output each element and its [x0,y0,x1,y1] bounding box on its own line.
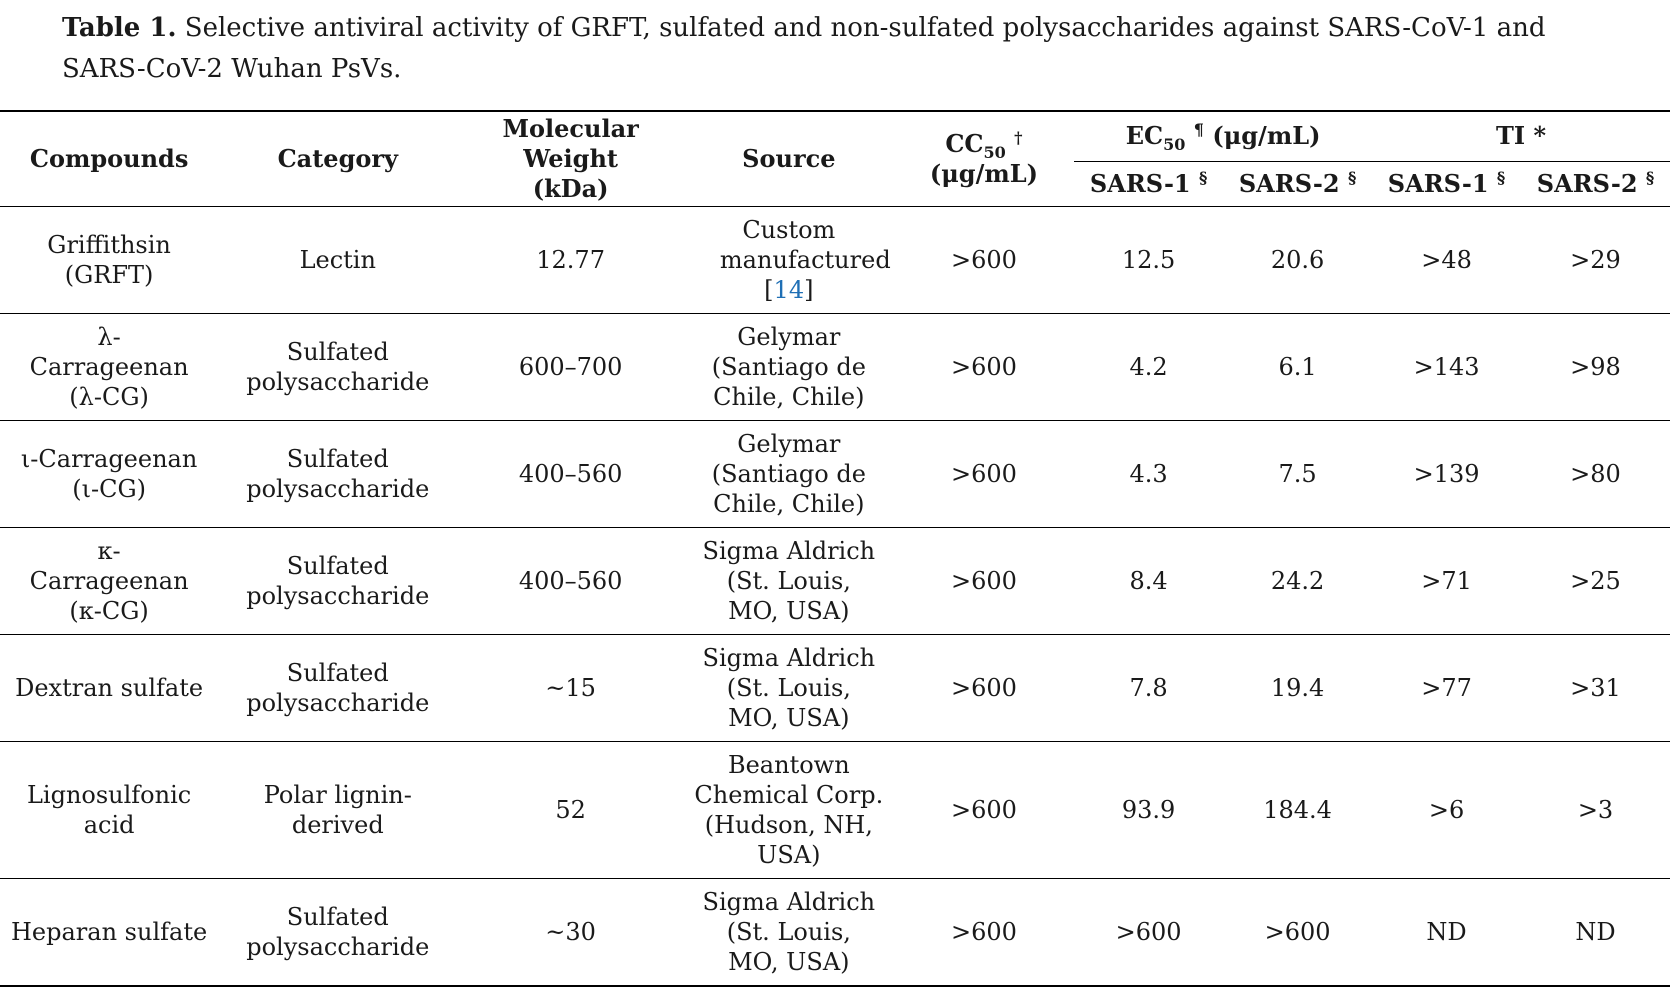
cell-mw: 400–560 [518,460,623,488]
source-text: Custom manufactured [ [719,216,891,304]
cell-cc50: >600 [950,567,1017,595]
header-cc50 [894,111,1074,207]
section-mark: § [1199,167,1208,187]
header-category: Category [277,144,398,173]
cell-ec50-sars1: 4.3 [1129,460,1168,488]
cell-ti-sars1: >139 [1413,460,1480,488]
header-ec50-sars2 [1223,161,1372,206]
cell-ti-sars2: >80 [1570,460,1621,488]
cc50-footnote-mark: † [1014,128,1023,147]
cell-ti-sars2: >31 [1570,674,1621,702]
cell-ti-sars2: >98 [1570,353,1621,381]
cell-source: Sigma Aldrich (St. Louis, MO, USA) [702,888,876,976]
header-ti-sars2 [1521,161,1670,206]
cell-ec50-sars1: 93.9 [1121,796,1176,824]
header-molecular-weight: Molecular Weight (kDa) [502,114,639,203]
cell-compound: Dextran sulfate [15,674,204,702]
section-mark: § [1496,167,1506,187]
cell-ec50-sars2: 184.4 [1263,796,1332,824]
header-ti-sars1 [1372,161,1521,206]
header-ec50 [1074,111,1372,161]
cell-ti-sars2: >3 [1577,796,1614,824]
antiviral-activity-table [0,110,1670,987]
sars2-label: SARS-2 [1238,168,1340,198]
sars2-label: SARS-2 [1536,168,1638,198]
cell-category: Lectin [299,246,376,274]
cell-ec50-sars1: 4.2 [1129,353,1168,381]
table-row [0,207,1670,314]
cell-ti-sars1: >143 [1413,353,1480,381]
cell-mw: 600–700 [518,353,623,381]
source-text-end: ] [804,276,814,304]
reference-link[interactable]: 14 [773,276,805,304]
cc50-prefix: CC [945,129,984,158]
cell-cc50: >600 [950,796,1017,824]
cell-ti-sars1: >77 [1421,674,1472,702]
ec50-prefix: EC [1125,121,1164,151]
ec50-subscript: 50 [1163,135,1186,155]
cell-mw: ~30 [545,918,596,946]
cell-ec50-sars1: 8.4 [1129,567,1168,595]
cell-ec50-sars2: 7.5 [1278,460,1317,488]
table-label: Table 1. [62,13,177,43]
cell-ec50-sars2: 24.2 [1270,567,1325,595]
cell-ti-sars1: >71 [1421,567,1472,595]
cell-category: Sulfated polysaccharide [246,338,430,396]
header-ti: TI * [1372,111,1670,161]
cell-ec50-sars1: 7.8 [1129,674,1168,702]
cell-mw: 52 [555,796,586,824]
cell-mw: 400–560 [518,567,623,595]
cell-compound: Heparan sulfate [11,918,208,946]
section-mark: § [1347,167,1357,187]
table-row [0,879,1670,987]
cell-ec50-sars2: 20.6 [1270,246,1325,274]
cell-source: Gelymar (Santiago de Chile, Chile) [711,323,866,411]
cell-ec50-sars2: 19.4 [1270,674,1325,702]
cell-compound: κ-Carrageenan (κ-CG) [29,537,189,625]
table-row [0,635,1670,742]
table-body [0,207,1670,987]
cell-category: Polar lignin-derived [263,781,412,839]
cell-compound: λ-Carrageenan (λ-CG) [29,323,189,411]
cell-ti-sars1: >6 [1428,796,1465,824]
cell-ec50-sars2: >600 [1264,918,1331,946]
sars1-label: SARS-1 [1387,168,1489,198]
ec50-unit: (μg/mL) [1212,121,1321,151]
cell-source: Sigma Aldrich (St. Louis, MO, USA) [702,644,876,732]
table-row [0,421,1670,528]
cell-source: Gelymar (Santiago de Chile, Chile) [711,430,866,518]
cell-cc50: >600 [950,246,1017,274]
cell-category: Sulfated polysaccharide [246,659,430,717]
section-mark: § [1645,167,1655,187]
cell-cc50: >600 [950,918,1017,946]
header-compounds: Compounds [29,144,189,173]
header-ec50-sars1 [1074,161,1223,206]
cc50-unit: (μg/mL) [929,159,1038,188]
cc50-subscript: 50 [983,142,1006,162]
cell-category: Sulfated polysaccharide [246,552,430,610]
cell-ec50-sars1: >600 [1115,918,1182,946]
cell-compound: ι-Carrageenan (ι-CG) [20,445,198,503]
cell-category: Sulfated polysaccharide [246,903,430,961]
cell-compound: Lignosulfonic acid [26,781,192,839]
cell-ti-sars1: ND [1426,918,1467,946]
caption-text: Selective antiviral activity of GRFT, sulfated and non-sulfated polysaccharides against SARS-CoV-1 and SARS-CoV-2 Wuhan PsVs. [62,13,1546,84]
cell-ec50-sars2: 6.1 [1278,353,1317,381]
table-row [0,528,1670,635]
cell-ti-sars2: >29 [1570,246,1621,274]
header-source: Source [742,144,836,173]
cell-ti-sars1: >48 [1421,246,1472,274]
ec50-footnote-mark: ¶ [1193,120,1204,140]
table-row [0,314,1670,421]
cell-cc50: >600 [950,353,1017,381]
cell-source: Beantown Chemical Corp. (Hudson, NH, USA) [694,751,884,869]
cell-ec50-sars1: 12.5 [1121,246,1176,274]
cell-cc50: >600 [950,460,1017,488]
sars1-label: SARS-1 [1089,168,1191,198]
cell-ti-sars2: >25 [1570,567,1621,595]
table-header [0,111,1670,207]
cell-compound: Griffithsin (GRFT) [47,231,171,289]
cell-ti-sars2: ND [1575,918,1616,946]
cell-source: Sigma Aldrich (St. Louis, MO, USA) [702,537,876,625]
table-caption [62,8,1622,90]
cell-cc50: >600 [950,674,1017,702]
table-row [0,742,1670,879]
cell-mw: 12.77 [536,246,605,274]
cell-source [684,207,894,314]
cell-mw: ~15 [545,674,596,702]
cell-category: Sulfated polysaccharide [246,445,430,503]
